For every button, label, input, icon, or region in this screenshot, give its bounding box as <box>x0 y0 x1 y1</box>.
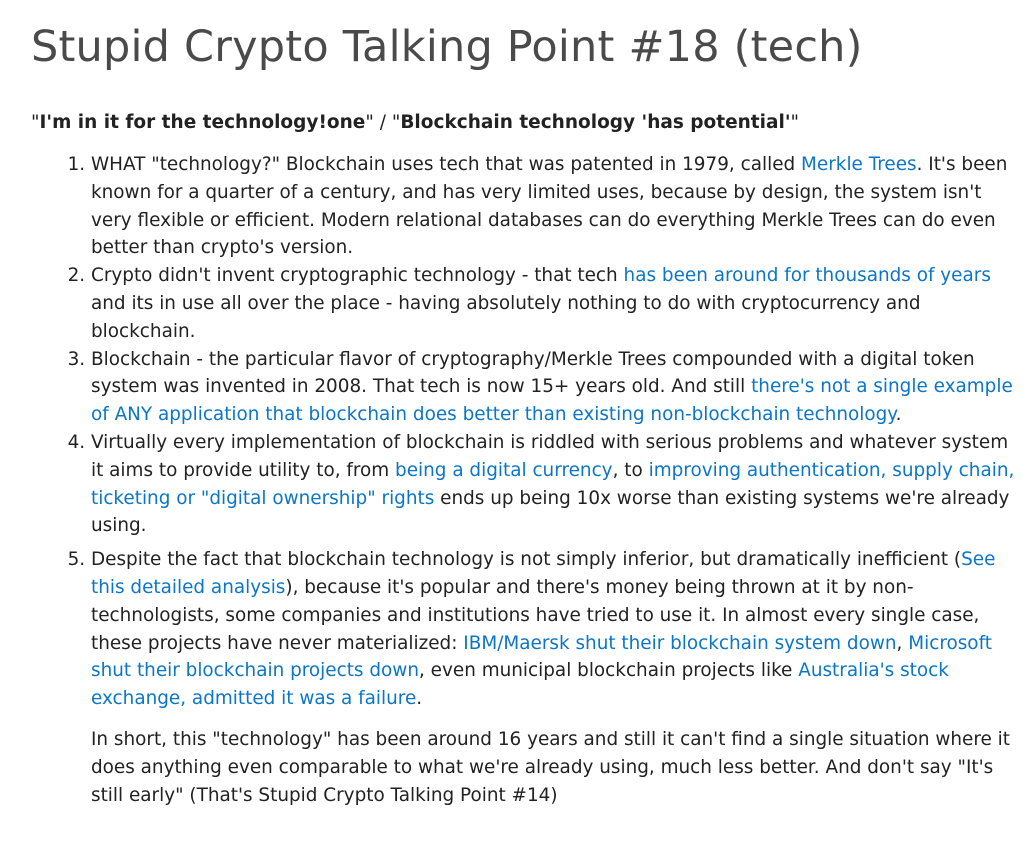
subtitle-quote-close: " <box>790 112 799 133</box>
authentication-supply-chain-link[interactable]: improving authentication, supply chain, ticketing or "digital ownership" rights <box>91 459 1015 509</box>
point-text: Blockchain - the particular flavor of cryptography/Merkle Trees compounded with a digital token system was invented in 2008. That tech is now 15+ years old. And still <box>91 348 975 398</box>
cryptography-history-link[interactable]: has been around for thousands of years <box>623 265 991 287</box>
page-title: Stupid Crypto Talking Point #18 (tech) <box>31 22 863 72</box>
microsoft-blockchain-link[interactable]: Microsoft shut their blockchain projects down <box>91 632 992 682</box>
point-text: Despite the fact that blockchain technology is not simply inferior, but dramatically inefficient ( <box>91 549 962 571</box>
point-text: , to <box>612 459 649 481</box>
closing-paragraph: In short, this "technology" has been around 16 years and still it can't find a single situation where it does anything even comparable to what we're already using, much less better. And don't say "It's still early" (That's Stupid Crypto Talking Point #14) <box>91 728 1010 806</box>
list-item <box>91 546 1021 713</box>
point-text: . <box>416 688 423 710</box>
subtitle-phrase-1: I'm in it for the technology!one <box>39 112 366 133</box>
point-text: and its in use all over the place - having absolutely nothing to do with cryptocurrency and blockchain. <box>91 292 921 342</box>
point-text: ends up being 10x worse than existing systems we're already using. <box>91 487 1010 537</box>
list-item <box>91 151 1021 262</box>
subtitle-phrase-2: Blockchain technology 'has potential' <box>400 112 791 133</box>
point-text: ), because it's popular and there's money being thrown at it by non-technologists, some companies and institutions have tried to use it. In almost every single case, these projects have never materialized: <box>91 576 980 654</box>
point-text: . It's been known for a quarter of a century, and has very limited uses, because by design, the system isn't very flexible or efficient. Modern relational databases can do everything Merkle Trees can do even better than crypto's version. <box>91 154 1008 259</box>
list-item <box>91 262 1021 345</box>
no-blockchain-application-link[interactable]: there's not a single example of ANY application that blockchain does better than existing non-blockchain technology <box>91 376 1013 426</box>
point-text: , <box>896 632 909 654</box>
point-text: Virtually every implementation of blockchain is riddled with serious problems and whatever system it aims to provide utility to, from <box>91 431 1009 481</box>
point-text: , even municipal blockchain projects like <box>418 660 799 682</box>
detailed-analysis-link[interactable]: See this detailed analysis <box>91 549 996 598</box>
point-text: WHAT "technology?" Blockchain uses tech that was patented in 1979, called <box>91 154 802 175</box>
list-item <box>91 429 1021 540</box>
subtitle-quote-open: " <box>31 112 40 133</box>
merkle-trees-link[interactable]: Merkle Trees <box>801 154 917 175</box>
subtitle <box>31 111 1021 135</box>
subtitle-separator: " / " <box>365 112 401 133</box>
ibm-maersk-link[interactable]: IBM/Maersk shut their blockchain system down <box>463 632 897 654</box>
point-text: . <box>895 404 902 426</box>
digital-currency-link[interactable]: being a digital currency <box>395 459 613 481</box>
talking-point-list <box>31 151 1021 713</box>
point-text: Crypto didn't invent cryptographic technology - that tech <box>91 265 624 287</box>
australia-stock-exchange-link[interactable]: Australia's stock exchange, admitted it was a failure <box>91 660 949 710</box>
list-item <box>91 346 1021 429</box>
article <box>31 0 1021 809</box>
